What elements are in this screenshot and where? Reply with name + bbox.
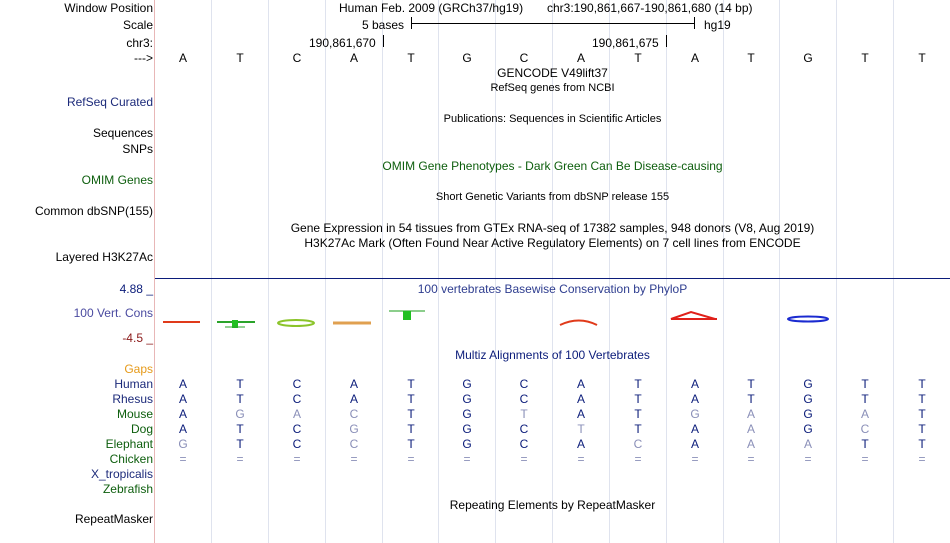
alignment-base: T bbox=[634, 392, 642, 406]
alignment-base: T bbox=[236, 422, 244, 436]
phylop-mark-11 bbox=[788, 317, 828, 322]
alignment-base: A bbox=[690, 437, 699, 451]
alignment-base: C bbox=[860, 422, 870, 436]
repeatmasker-track-title[interactable]: Repeating Elements by RepeatMasker bbox=[449, 498, 656, 512]
alignment-base: G bbox=[803, 422, 813, 436]
species-label[interactable]: Zebrafish bbox=[102, 482, 153, 496]
refseq-track-subtitle[interactable]: RefSeq genes from NCBI bbox=[490, 82, 615, 94]
alignment-base: G bbox=[462, 392, 472, 406]
alignment-base: T bbox=[918, 437, 926, 451]
alignment-base: = bbox=[293, 452, 301, 466]
alignment-base: A bbox=[690, 377, 699, 391]
alignment-base: G bbox=[690, 407, 700, 421]
coord-2: 190,861,675 bbox=[592, 36, 659, 50]
reference-base: C bbox=[519, 51, 529, 65]
reference-base: A bbox=[349, 51, 358, 65]
repeatmasker-track-label[interactable]: RepeatMasker bbox=[74, 512, 153, 526]
alignment-base: = bbox=[463, 452, 471, 466]
phylop-mark-1 bbox=[217, 320, 255, 328]
species-label[interactable]: X_tropicalis bbox=[90, 467, 153, 481]
species-label[interactable]: Human bbox=[114, 377, 153, 391]
alignment-base: G bbox=[803, 407, 813, 421]
alignment-base: = bbox=[634, 452, 642, 466]
alignment-base: T bbox=[918, 377, 926, 391]
alignment-base: T bbox=[407, 422, 415, 436]
species-label[interactable]: Elephant bbox=[105, 437, 153, 451]
assembly-text[interactable]: Human Feb. 2009 (GRCh37/hg19) bbox=[339, 1, 524, 15]
alignment-base: A bbox=[576, 407, 585, 421]
alignment-base: = bbox=[179, 452, 187, 466]
alignment-base: = bbox=[804, 452, 812, 466]
alignment-base: T bbox=[747, 377, 755, 391]
refseq-track-label[interactable]: RefSeq Curated bbox=[66, 95, 153, 109]
alignment-base: A bbox=[292, 407, 301, 421]
alignment-base: A bbox=[746, 407, 755, 421]
alignment-base: T bbox=[918, 392, 926, 406]
reference-base: A bbox=[178, 51, 187, 65]
cons-track-label[interactable]: 100 Vert. Cons bbox=[73, 306, 153, 320]
alignment-base: T bbox=[861, 437, 869, 451]
alignment-base: G bbox=[462, 407, 472, 421]
alignment-base: = bbox=[577, 452, 585, 466]
phylop-mark-7 bbox=[560, 321, 597, 326]
reference-base: T bbox=[918, 51, 926, 65]
gaps-label: Gaps bbox=[124, 362, 153, 376]
phylop-mark-2 bbox=[278, 320, 314, 326]
phylop-mark-4 bbox=[389, 311, 425, 320]
alignment-base: T bbox=[236, 437, 244, 451]
publications-track-title[interactable]: Publications: Sequences in Scientific Articles bbox=[443, 113, 662, 125]
alignment-base: A bbox=[690, 392, 699, 406]
alignment-base: A bbox=[178, 377, 187, 391]
alignment-base: C bbox=[292, 377, 302, 391]
alignment-base: A bbox=[349, 377, 358, 391]
alignment-base: T bbox=[861, 377, 869, 391]
alignment-base: = bbox=[236, 452, 244, 466]
alignment-base: C bbox=[292, 392, 302, 406]
alignment-base: A bbox=[860, 407, 869, 421]
alignment-base: A bbox=[690, 422, 699, 436]
dbsnp-track-label[interactable]: Common dbSNP(155) bbox=[34, 204, 153, 218]
alignment-base: C bbox=[633, 437, 643, 451]
track-separator-line bbox=[155, 278, 950, 279]
reference-base: T bbox=[747, 51, 755, 65]
phylop-track-title[interactable]: 100 vertebrates Basewise Conservation by PhyloP bbox=[417, 282, 688, 296]
reference-base: G bbox=[462, 51, 472, 65]
alignment-base: = bbox=[918, 452, 926, 466]
alignment-base: T bbox=[407, 392, 415, 406]
alignment-base: G bbox=[803, 377, 813, 391]
alignment-base: = bbox=[407, 452, 415, 466]
scale-bar bbox=[411, 23, 695, 24]
alignment-base: C bbox=[292, 437, 302, 451]
species-label[interactable]: Mouse bbox=[116, 407, 153, 421]
alignment-base: C bbox=[519, 392, 529, 406]
alignment-base: A bbox=[746, 437, 755, 451]
coord-2-tick bbox=[666, 35, 667, 47]
alignment-base: T bbox=[236, 377, 244, 391]
alignment-base: A bbox=[576, 437, 585, 451]
gtex-track-title[interactable]: Gene Expression in 54 tissues from GTEx RNA-seq of 17382 samples, 948 donors (V8, Aug 2019) bbox=[290, 221, 815, 235]
alignment-base: = bbox=[691, 452, 699, 466]
species-label[interactable]: Dog bbox=[130, 422, 153, 436]
alignment-base: C bbox=[519, 377, 529, 391]
alignment-base: G bbox=[462, 437, 472, 451]
reference-base: T bbox=[861, 51, 869, 65]
phylop-graph[interactable] bbox=[155, 300, 950, 335]
alignment-base: G bbox=[178, 437, 188, 451]
reference-base: T bbox=[634, 51, 642, 65]
alignment-base: T bbox=[520, 407, 528, 421]
alignment-base: = bbox=[747, 452, 755, 466]
reference-base: T bbox=[407, 51, 415, 65]
omim-track-title[interactable]: OMIM Gene Phenotypes - Dark Green Can Be Disease-causing bbox=[382, 159, 723, 173]
alignment-base: C bbox=[349, 437, 359, 451]
alignment-base: T bbox=[577, 422, 585, 436]
species-label[interactable]: Chicken bbox=[109, 452, 153, 466]
sequences-track-label[interactable]: Sequences bbox=[92, 126, 153, 140]
alignment-base: T bbox=[634, 422, 642, 436]
alignment-base: T bbox=[747, 392, 755, 406]
alignment-base: C bbox=[349, 407, 359, 421]
alignment-base: T bbox=[918, 422, 926, 436]
omim-track-label[interactable]: OMIM Genes bbox=[81, 173, 153, 187]
phylop-mark-9 bbox=[671, 312, 717, 319]
alignment-base: G bbox=[803, 392, 813, 406]
scale-db: hg19 bbox=[704, 18, 731, 32]
species-label[interactable]: Rhesus bbox=[112, 392, 153, 406]
alignment-base: T bbox=[407, 377, 415, 391]
alignment-base: C bbox=[519, 422, 529, 436]
strand-label[interactable]: ---> bbox=[134, 51, 153, 65]
coord-1: 190,861,670 bbox=[309, 36, 376, 50]
h3k27-track-label[interactable]: Layered H3K27Ac bbox=[55, 250, 153, 264]
alignment-base: A bbox=[576, 377, 585, 391]
reference-base: T bbox=[236, 51, 244, 65]
alignment-base: A bbox=[576, 392, 585, 406]
alignment-base: T bbox=[407, 437, 415, 451]
scale-label: Scale bbox=[122, 18, 153, 32]
snps-track-label[interactable]: SNPs bbox=[122, 142, 153, 156]
alignment-base: C bbox=[519, 437, 529, 451]
alignment-base: T bbox=[634, 407, 642, 421]
alignment-base: = bbox=[350, 452, 358, 466]
alignment-base: G bbox=[462, 377, 472, 391]
alignment-base: A bbox=[178, 422, 187, 436]
h3k27-track-title[interactable]: H3K27Ac Mark (Often Found Near Active Regulatory Elements) on 7 cell lines from ENCODE bbox=[304, 236, 801, 250]
alignment-base: A bbox=[349, 392, 358, 406]
alignment-base: = bbox=[520, 452, 528, 466]
gencode-track-title[interactable]: GENCODE V49lift37 bbox=[497, 66, 608, 80]
chrom-label: chr3: bbox=[126, 36, 153, 50]
alignment-base: C bbox=[292, 422, 302, 436]
window-position-label: Window Position bbox=[64, 1, 153, 15]
alignment-base: G bbox=[349, 422, 359, 436]
alignment-base: G bbox=[235, 407, 245, 421]
reference-base: A bbox=[690, 51, 699, 65]
multiz-track-title[interactable]: Multiz Alignments of 100 Vertebrates bbox=[455, 348, 650, 362]
reference-base: C bbox=[292, 51, 302, 65]
alignment-base: = bbox=[861, 452, 869, 466]
scale-bar-right-tick bbox=[694, 17, 695, 29]
scale-value: 5 bases bbox=[362, 18, 405, 32]
alignment-base: T bbox=[861, 392, 869, 406]
reference-base: G bbox=[803, 51, 813, 65]
cons-max-label: 4.88 _ bbox=[119, 282, 153, 296]
alignment-base: A bbox=[178, 392, 187, 406]
alignment-base: A bbox=[178, 407, 187, 421]
alignment-base: G bbox=[462, 422, 472, 436]
position-text[interactable]: chr3:190,861,667-190,861,680 (14 bp) bbox=[547, 1, 753, 15]
alignment-base: A bbox=[803, 437, 812, 451]
coord-1-tick bbox=[383, 35, 384, 47]
alignment-base: T bbox=[236, 392, 244, 406]
alignment-base: T bbox=[407, 407, 415, 421]
dbsnp-track-title[interactable]: Short Genetic Variants from dbSNP release 155 bbox=[435, 191, 670, 203]
reference-base: A bbox=[576, 51, 585, 65]
alignment-base: T bbox=[918, 407, 926, 421]
cons-min-label: -4.5 _ bbox=[122, 331, 153, 345]
alignment-base: A bbox=[746, 422, 755, 436]
alignment-base: T bbox=[634, 377, 642, 391]
